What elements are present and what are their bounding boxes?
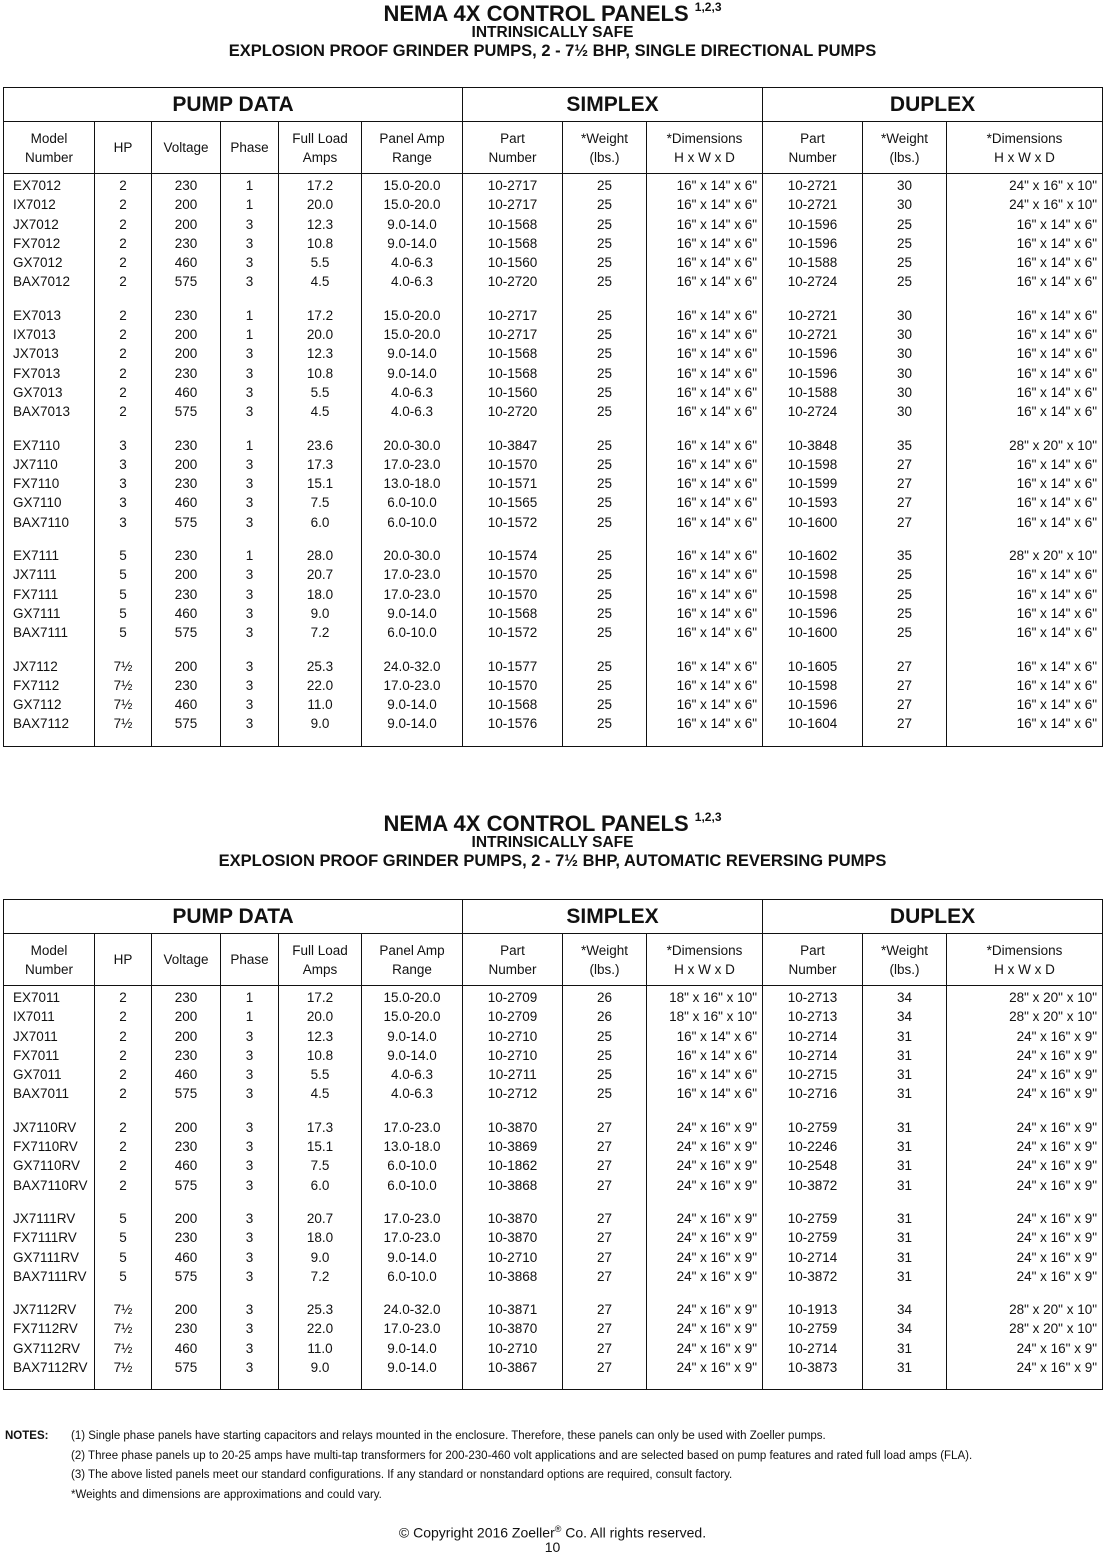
simplex-part-number-cell	[463, 544, 563, 654]
duplex-weight-cell	[863, 655, 947, 747]
simplex-dimensions-cell	[647, 174, 763, 304]
simplex-part-number-cell	[463, 304, 563, 434]
duplex-part-number-cell	[763, 174, 863, 304]
simplex-weight-cell	[563, 655, 647, 747]
duplex-dimensions-cell	[947, 655, 1103, 747]
simplex-part-number-values: 10-3870 10-3869 10-1862 10-3868	[487, 1119, 538, 1193]
column-header-hp: HP	[95, 934, 152, 986]
copyright-suffix: Co. All rights reserved.	[561, 1524, 707, 1541]
column-header-panel-amp-range: Panel Amp Range	[362, 122, 463, 174]
phase-cell	[221, 1207, 279, 1298]
simplex-part-number-values: 10-2717 10-2717 10-1568 10-1568 10-1560 10-2720	[487, 307, 538, 420]
duplex-dimensions-cell	[947, 544, 1103, 654]
group-header-duplex: DUPLEX	[763, 88, 1103, 122]
simplex-part-number-cell	[463, 1298, 563, 1390]
duplex-weight-values: 27 27 27 27	[896, 658, 913, 732]
simplex-weight-values: 26 26 25 25 25 25	[596, 990, 613, 1102]
voltage-values: 230 200 230 460 575	[174, 437, 198, 530]
hp-cell	[95, 1116, 152, 1207]
panel-amp-range-cell	[362, 655, 463, 747]
full-load-amps-cell	[279, 544, 362, 654]
note-2: (2) Three phase panels up to 20-25 amps have multi-tap transformers for 200-230-460 volt applications and are selected based on pump features and rated full load amps (FLA).	[71, 1449, 973, 1462]
duplex-weight-values: 34 34 31 31 31 31	[896, 990, 913, 1102]
phase-values: 3 3 3 3	[245, 1210, 254, 1284]
full-load-amps-cell	[279, 1207, 362, 1298]
simplex-weight-values: 27 27 27 27	[596, 1119, 613, 1193]
duplex-part-number-cell	[763, 1207, 863, 1298]
duplex-dimensions-values: 28" x 20" x 10" 28" x 20" x 10" 24" x 16" x 9" 24" x 16" x 9"	[1009, 1302, 1098, 1376]
panel-amp-range-cell	[362, 174, 463, 304]
duplex-weight-values: 30 30 30 30 30 30	[896, 307, 913, 420]
duplex-part-number-cell	[763, 434, 863, 544]
automatic-reversing-pumps-table	[3, 899, 1103, 1390]
full-load-amps-values: 17.2 20.0 12.3 10.8 5.5 4.5	[306, 990, 334, 1102]
table-row-group	[4, 434, 1103, 544]
simplex-part-number-values: 10-2717 10-2717 10-1568 10-1568 10-1560 10-2720	[487, 178, 538, 290]
model-number-cell	[4, 1298, 95, 1390]
voltage-cell	[152, 1298, 221, 1390]
voltage-cell	[152, 544, 221, 654]
voltage-values: 230 200 200 230 460 575	[174, 990, 198, 1102]
note-4: *Weights and dimensions are approximations and could vary.	[71, 1488, 382, 1501]
voltage-cell	[152, 434, 221, 544]
section-2-header	[0, 812, 1105, 871]
section-2-title-footnotes: 1,2,3	[694, 810, 722, 824]
duplex-dimensions-cell	[947, 1298, 1103, 1390]
simplex-dimensions-values: 16" x 14" x 6" 16" x 14" x 6" 16" x 14" x 6" 16" x 14" x 6" 16" x 14" x 6"	[676, 548, 757, 641]
panel-amp-range-values: 24.0-32.0 17.0-23.0 9.0-14.0 9.0-14.0	[383, 658, 441, 732]
simplex-dimensions-cell	[647, 1207, 763, 1298]
duplex-part-number-values: 10-2721 10-2721 10-1596 10-1596 10-1588 10-2724	[787, 307, 838, 420]
column-header-phase: Phase	[221, 122, 279, 174]
column-header-full-load-amps: Full Load Amps	[279, 934, 362, 986]
duplex-part-number-cell	[763, 986, 863, 1116]
single-directional-pumps-table	[3, 87, 1103, 747]
duplex-part-number-values: 10-1602 10-1598 10-1598 10-1596 10-1600	[787, 548, 838, 641]
voltage-cell	[152, 304, 221, 434]
column-header-simplex-dimensions: *Dimensions H x W x D	[647, 122, 763, 174]
model-number-cell	[4, 655, 95, 747]
panel-amp-range-cell	[362, 1207, 463, 1298]
simplex-part-number-cell	[463, 174, 563, 304]
column-header-simplex-weight: *Weight (lbs.)	[563, 934, 647, 986]
group-header-row	[4, 900, 1103, 934]
hp-values: 7½ 7½ 7½ 7½	[113, 658, 133, 732]
simplex-part-number-cell	[463, 655, 563, 747]
duplex-weight-values: 31 31 31 31	[896, 1210, 913, 1284]
note-1: (1) Single phase panels have starting capacitors and relays mounted in the enclosure. Therefore, these panels can only be used with Zoeller pumps.	[71, 1430, 826, 1442]
duplex-part-number-values: 10-2713 10-2713 10-2714 10-2714 10-2715 10-2716	[787, 990, 838, 1102]
hp-values: 2 2 2 2	[119, 1119, 127, 1193]
model-number-values: JX7112RV FX7112RV GX7112RV BAX7112RV	[13, 1302, 88, 1376]
voltage-values: 230 200 230 460 575	[174, 548, 198, 641]
simplex-weight-cell	[563, 544, 647, 654]
panel-amp-range-cell	[362, 304, 463, 434]
hp-cell	[95, 986, 152, 1116]
simplex-dimensions-cell	[647, 1298, 763, 1390]
simplex-weight-cell	[563, 434, 647, 544]
table-row-group	[4, 544, 1103, 654]
phase-values: 1 1 3 3 3 3	[245, 307, 254, 420]
section-1-subtitle-2: EXPLOSION PROOF GRINDER PUMPS, 2 - 7½ BHP, SINGLE DIRECTIONAL PUMPS	[228, 42, 877, 61]
note-3: (3) The above listed panels meet our standard configurations. If any standard or nonstandard options are required, consult factory.	[71, 1469, 733, 1481]
column-header-hp: HP	[95, 122, 152, 174]
duplex-part-number-values: 10-2759 10-2246 10-2548 10-3872	[787, 1119, 838, 1193]
duplex-weight-cell	[863, 986, 947, 1116]
simplex-weight-cell	[563, 304, 647, 434]
panel-amp-range-cell	[362, 1116, 463, 1207]
hp-cell	[95, 544, 152, 654]
voltage-values: 230 200 200 230 460 575	[174, 307, 198, 420]
simplex-dimensions-values: 18" x 16" x 10" 18" x 16" x 10" 16" x 14" x 6" 16" x 14" x 6" 16" x 14" x 6" 16" x 14" x 6"	[669, 990, 757, 1102]
simplex-dimensions-cell	[647, 986, 763, 1116]
simplex-dimensions-values: 24" x 16" x 9" 24" x 16" x 9" 24" x 16" x 9" 24" x 16" x 9"	[676, 1210, 757, 1284]
table-row-group	[4, 1116, 1103, 1207]
simplex-weight-cell	[563, 986, 647, 1116]
duplex-part-number-values: 10-1605 10-1598 10-1596 10-1604	[787, 658, 838, 732]
duplex-part-number-cell	[763, 1116, 863, 1207]
voltage-values: 200 230 460 575	[174, 658, 198, 732]
hp-values: 5 5 5 5	[119, 1210, 127, 1284]
model-number-values: JX7111RV FX7111RV GX7111RV BAX7111RV	[13, 1210, 87, 1284]
duplex-dimensions-values: 16" x 14" x 6" 16" x 14" x 6" 16" x 14" x 6" 16" x 14" x 6"	[1016, 658, 1098, 732]
group-header-simplex: SIMPLEX	[463, 88, 763, 122]
duplex-part-number-values: 10-2759 10-2759 10-2714 10-3872	[787, 1210, 838, 1284]
phase-cell	[221, 434, 279, 544]
panel-amp-range-cell	[362, 986, 463, 1116]
simplex-weight-values: 25 25 25 25 25	[596, 437, 613, 530]
simplex-weight-values: 25 25 25 25 25 25	[596, 178, 613, 290]
full-load-amps-values: 17.2 20.0 12.3 10.8 5.5 4.5	[306, 307, 334, 420]
simplex-dimensions-values: 24" x 16" x 9" 24" x 16" x 9" 24" x 16" x 9" 24" x 16" x 9"	[676, 1119, 757, 1193]
simplex-weight-cell	[563, 1207, 647, 1298]
column-header-voltage: Voltage	[152, 122, 221, 174]
voltage-cell	[152, 655, 221, 747]
section-1-title-footnotes: 1,2,3	[694, 0, 722, 14]
notes-heading: NOTES:	[5, 1430, 49, 1442]
hp-cell	[95, 1298, 152, 1390]
panel-amp-range-values: 15.0-20.0 15.0-20.0 9.0-14.0 9.0-14.0 4.0-6.3 4.0-6.3	[383, 990, 441, 1102]
group-header-pump-data: PUMP DATA	[4, 900, 463, 934]
full-load-amps-values: 23.6 17.3 15.1 7.5 6.0	[306, 437, 334, 530]
full-load-amps-cell	[279, 434, 362, 544]
model-number-cell	[4, 1116, 95, 1207]
duplex-dimensions-values: 16" x 14" x 6" 16" x 14" x 6" 16" x 14" x 6" 16" x 14" x 6" 16" x 14" x 6" 16" x 14" x 6"	[1016, 307, 1098, 420]
duplex-weight-values: 30 30 25 25 25 25	[896, 178, 913, 290]
column-header-voltage: Voltage	[152, 934, 221, 986]
phase-values: 3 3 3 3	[245, 1302, 254, 1376]
voltage-cell	[152, 1116, 221, 1207]
full-load-amps-cell	[279, 304, 362, 434]
full-load-amps-cell	[279, 655, 362, 747]
column-header-model-number: Model Number	[4, 934, 95, 986]
duplex-part-number-cell	[763, 655, 863, 747]
simplex-dimensions-values: 24" x 16" x 9" 24" x 16" x 9" 24" x 16" x 9" 24" x 16" x 9"	[676, 1302, 757, 1376]
column-header-duplex-dimensions: *Dimensions H x W x D	[947, 122, 1103, 174]
duplex-weight-cell	[863, 544, 947, 654]
duplex-part-number-cell	[763, 304, 863, 434]
simplex-part-number-cell	[463, 1116, 563, 1207]
simplex-weight-values: 27 27 27 27	[596, 1210, 613, 1284]
simplex-weight-cell	[563, 1116, 647, 1207]
full-load-amps-cell	[279, 1298, 362, 1390]
simplex-part-number-cell	[463, 1207, 563, 1298]
simplex-part-number-cell	[463, 986, 563, 1116]
phase-values: 3 3 3 3	[245, 658, 254, 732]
simplex-dimensions-cell	[647, 544, 763, 654]
model-number-cell	[4, 1207, 95, 1298]
voltage-cell	[152, 1207, 221, 1298]
duplex-dimensions-values: 24" x 16" x 10" 24" x 16" x 10" 16" x 14" x 6" 16" x 14" x 6" 16" x 14" x 6" 16" x 14" x 6"	[1009, 178, 1098, 290]
phase-values: 3 3 3 3	[245, 1119, 254, 1193]
column-header-duplex-part-number: Part Number	[763, 934, 863, 986]
full-load-amps-cell	[279, 1116, 362, 1207]
section-2-subtitle-2: EXPLOSION PROOF GRINDER PUMPS, 2 - 7½ BHP, AUTOMATIC REVERSING PUMPS	[218, 852, 887, 871]
duplex-part-number-cell	[763, 1298, 863, 1390]
phase-values: 1 1 3 3 3 3	[245, 178, 254, 290]
table-row-group	[4, 655, 1103, 747]
phase-cell	[221, 544, 279, 654]
copyright-text: © Copyright 2016 Zoeller	[398, 1524, 555, 1541]
full-load-amps-values: 17.2 20.0 12.3 10.8 5.5 4.5	[306, 178, 334, 290]
duplex-dimensions-cell	[947, 1116, 1103, 1207]
section-1-title: NEMA 4X CONTROL PANELS $^{1,2,3}$	[383, 0, 722, 26]
duplex-dimensions-values: 28" x 20" x 10" 16" x 14" x 6" 16" x 14" x 6" 16" x 14" x 6" 16" x 14" x 6"	[1009, 548, 1098, 641]
table-row-group	[4, 1298, 1103, 1390]
model-number-values: EX7011 IX7011 JX7011 FX7011 GX7011 BAX7011	[13, 990, 70, 1102]
panel-amp-range-values: 20.0-30.0 17.0-23.0 13.0-18.0 6.0-10.0 6.0-10.0	[383, 437, 441, 530]
group-header-simplex: SIMPLEX	[463, 900, 763, 934]
simplex-dimensions-values: 16" x 14" x 6" 16" x 14" x 6" 16" x 14" x 6" 16" x 14" x 6"	[676, 658, 757, 732]
full-load-amps-values: 28.0 20.7 18.0 9.0 7.2	[306, 548, 334, 641]
column-header-duplex-weight: *Weight (lbs.)	[863, 934, 947, 986]
panel-amp-range-values: 17.0-23.0 13.0-18.0 6.0-10.0 6.0-10.0	[383, 1119, 441, 1193]
model-number-values: EX7110 JX7110 FX7110 GX7110 BAX7110	[13, 437, 70, 530]
phase-cell	[221, 986, 279, 1116]
duplex-part-number-values: 10-1913 10-2759 10-2714 10-3873	[787, 1302, 838, 1376]
section-1-subtitle: INTRINSICALLY SAFE	[471, 24, 634, 42]
simplex-dimensions-values: 16" x 14" x 6" 16" x 14" x 6" 16" x 14" x 6" 16" x 14" x 6" 16" x 14" x 6" 16" x 14" x 6"	[676, 307, 757, 420]
group-header-duplex: DUPLEX	[763, 900, 1103, 934]
phase-values: 1 3 3 3 3	[245, 548, 254, 641]
phase-cell	[221, 655, 279, 747]
simplex-weight-cell	[563, 174, 647, 304]
simplex-part-number-values: 10-3847 10-1570 10-1571 10-1565 10-1572	[487, 437, 538, 530]
model-number-values: JX7112 FX7112 GX7112 BAX7112	[13, 658, 70, 732]
simplex-weight-cell	[563, 1298, 647, 1390]
duplex-weight-cell	[863, 174, 947, 304]
model-number-cell	[4, 986, 95, 1116]
registered-mark: ®	[554, 1524, 562, 1534]
column-header-duplex-weight: *Weight (lbs.)	[863, 122, 947, 174]
duplex-dimensions-cell	[947, 986, 1103, 1116]
column-header-phase: Phase	[221, 934, 279, 986]
model-number-cell	[4, 544, 95, 654]
model-number-cell	[4, 304, 95, 434]
model-number-cell	[4, 174, 95, 304]
duplex-dimensions-values: 28" x 20" x 10" 16" x 14" x 6" 16" x 14" x 6" 16" x 14" x 6" 16" x 14" x 6"	[1009, 437, 1098, 530]
column-header-simplex-weight: *Weight (lbs.)	[563, 122, 647, 174]
notes-body	[71, 1427, 972, 1505]
column-header-simplex-dimensions: *Dimensions H x W x D	[647, 934, 763, 986]
full-load-amps-values: 25.3 22.0 11.0 9.0	[306, 658, 334, 732]
simplex-dimensions-cell	[647, 304, 763, 434]
model-number-values: EX7012 IX7012 JX7012 FX7012 GX7012 BAX7012	[13, 178, 71, 290]
duplex-weight-cell	[863, 434, 947, 544]
hp-cell	[95, 655, 152, 747]
duplex-part-number-values: 10-2721 10-2721 10-1596 10-1596 10-1588 10-2724	[787, 178, 838, 290]
full-load-amps-values: 25.3 22.0 11.0 9.0	[306, 1302, 334, 1376]
duplex-part-number-cell	[763, 544, 863, 654]
duplex-dimensions-cell	[947, 304, 1103, 434]
panel-amp-range-values: 15.0-20.0 15.0-20.0 9.0-14.0 9.0-14.0 4.0-6.3 4.0-6.3	[383, 307, 441, 420]
model-number-values: EX7111 JX7111 FX7111 GX7111 BAX7111	[13, 548, 69, 641]
simplex-dimensions-values: 16" x 14" x 6" 16" x 14" x 6" 16" x 14" x 6" 16" x 14" x 6" 16" x 14" x 6" 16" x 14" x 6"	[676, 178, 757, 290]
simplex-weight-values: 25 25 25 25 25	[596, 548, 613, 641]
hp-cell	[95, 304, 152, 434]
voltage-cell	[152, 986, 221, 1116]
duplex-weight-cell	[863, 1298, 947, 1390]
duplex-dimensions-values: 24" x 16" x 9" 24" x 16" x 9" 24" x 16" x 9" 24" x 16" x 9"	[1016, 1210, 1098, 1284]
full-load-amps-values: 17.3 15.1 7.5 6.0	[306, 1119, 334, 1193]
section-2-subtitle: INTRINSICALLY SAFE	[471, 834, 634, 852]
column-header-duplex-dimensions: *Dimensions H x W x D	[947, 934, 1103, 986]
voltage-values: 200 230 460 575	[174, 1119, 198, 1193]
hp-values: 3 3 3 3 3	[119, 437, 127, 530]
voltage-values: 230 200 200 230 460 575	[174, 178, 198, 290]
model-number-cell	[4, 434, 95, 544]
duplex-dimensions-cell	[947, 174, 1103, 304]
column-header-duplex-part-number: Part Number	[763, 122, 863, 174]
hp-cell	[95, 434, 152, 544]
voltage-values: 200 230 460 575	[174, 1210, 198, 1284]
duplex-weight-cell	[863, 304, 947, 434]
hp-values: 7½ 7½ 7½ 7½	[113, 1302, 133, 1376]
column-header-row	[4, 934, 1103, 986]
simplex-part-number-cell	[463, 434, 563, 544]
panel-amp-range-cell	[362, 434, 463, 544]
table-row-group	[4, 986, 1103, 1116]
hp-values: 5 5 5 5 5	[119, 548, 127, 641]
group-header-row	[4, 88, 1103, 122]
duplex-weight-cell	[863, 1116, 947, 1207]
hp-values: 2 2 2 2 2 2	[119, 990, 127, 1102]
model-number-values: EX7013 IX7013 JX7013 FX7013 GX7013 BAX7013	[13, 307, 71, 420]
duplex-weight-values: 35 27 27 27 27	[896, 437, 913, 530]
section-1-header	[0, 2, 1105, 61]
simplex-part-number-values: 10-1574 10-1570 10-1570 10-1568 10-1572	[487, 548, 538, 641]
column-header-simplex-part-number: Part Number	[463, 122, 563, 174]
voltage-cell	[152, 174, 221, 304]
section-2-title: NEMA 4X CONTROL PANELS $^{1,2,3}$	[383, 810, 722, 836]
panel-amp-range-values: 17.0-23.0 17.0-23.0 9.0-14.0 6.0-10.0	[383, 1210, 441, 1284]
duplex-weight-values: 31 31 31 31	[896, 1119, 913, 1193]
full-load-amps-cell	[279, 986, 362, 1116]
column-header-row	[4, 122, 1103, 174]
simplex-weight-values: 27 27 27 27	[596, 1302, 613, 1376]
duplex-weight-values: 35 25 25 25 25	[896, 548, 913, 641]
voltage-values: 200 230 460 575	[174, 1302, 198, 1376]
duplex-dimensions-cell	[947, 1207, 1103, 1298]
duplex-dimensions-values: 24" x 16" x 9" 24" x 16" x 9" 24" x 16" x 9" 24" x 16" x 9"	[1016, 1119, 1098, 1193]
panel-amp-range-values: 24.0-32.0 17.0-23.0 9.0-14.0 9.0-14.0	[383, 1302, 441, 1376]
simplex-dimensions-cell	[647, 655, 763, 747]
hp-values: 2 2 2 2 2 2	[119, 178, 127, 290]
table-row-group	[4, 304, 1103, 434]
panel-amp-range-values: 20.0-30.0 17.0-23.0 17.0-23.0 9.0-14.0 6.0-10.0	[383, 548, 441, 641]
phase-cell	[221, 1116, 279, 1207]
simplex-dimensions-cell	[647, 434, 763, 544]
column-header-simplex-part-number: Part Number	[463, 934, 563, 986]
simplex-part-number-values: 10-1577 10-1570 10-1568 10-1576	[487, 658, 538, 732]
panel-amp-range-cell	[362, 544, 463, 654]
simplex-part-number-values: 10-3871 10-3870 10-2710 10-3867	[487, 1302, 538, 1376]
phase-values: 1 1 3 3 3 3	[245, 990, 254, 1102]
simplex-dimensions-cell	[647, 1116, 763, 1207]
full-load-amps-values: 20.7 18.0 9.0 7.2	[306, 1210, 334, 1284]
duplex-dimensions-values: 28" x 20" x 10" 28" x 20" x 10" 24" x 16" x 9" 24" x 16" x 9" 24" x 16" x 9" 24" x 16" x 9"	[1009, 990, 1098, 1102]
phase-cell	[221, 304, 279, 434]
duplex-part-number-values: 10-3848 10-1598 10-1599 10-1593 10-1600	[787, 437, 838, 530]
simplex-weight-values: 25 25 25 25	[596, 658, 613, 732]
panel-amp-range-values: 15.0-20.0 15.0-20.0 9.0-14.0 9.0-14.0 4.0-6.3 4.0-6.3	[383, 178, 441, 290]
phase-cell	[221, 174, 279, 304]
column-header-panel-amp-range: Panel Amp Range	[362, 934, 463, 986]
duplex-weight-cell	[863, 1207, 947, 1298]
table-row-group	[4, 174, 1103, 304]
duplex-weight-values: 34 34 31 31	[896, 1302, 913, 1376]
simplex-part-number-values: 10-3870 10-3870 10-2710 10-3868	[487, 1210, 538, 1284]
hp-cell	[95, 174, 152, 304]
column-header-model-number: Model Number	[4, 122, 95, 174]
phase-cell	[221, 1298, 279, 1390]
panel-amp-range-cell	[362, 1298, 463, 1390]
model-number-values: JX7110RV FX7110RV GX7110RV BAX7110RV	[13, 1119, 88, 1193]
group-header-pump-data: PUMP DATA	[4, 88, 463, 122]
table-row-group	[4, 1207, 1103, 1298]
hp-values: 2 2 2 2 2 2	[119, 307, 127, 420]
page-number: 10	[544, 1539, 561, 1555]
phase-values: 1 3 3 3 3	[245, 437, 254, 530]
full-load-amps-cell	[279, 174, 362, 304]
simplex-part-number-values: 10-2709 10-2709 10-2710 10-2710 10-2711 10-2712	[487, 990, 538, 1102]
column-header-full-load-amps: Full Load Amps	[279, 122, 362, 174]
duplex-dimensions-cell	[947, 434, 1103, 544]
simplex-dimensions-values: 16" x 14" x 6" 16" x 14" x 6" 16" x 14" x 6" 16" x 14" x 6" 16" x 14" x 6"	[676, 437, 757, 530]
hp-cell	[95, 1207, 152, 1298]
simplex-weight-values: 25 25 25 25 25 25	[596, 307, 613, 420]
